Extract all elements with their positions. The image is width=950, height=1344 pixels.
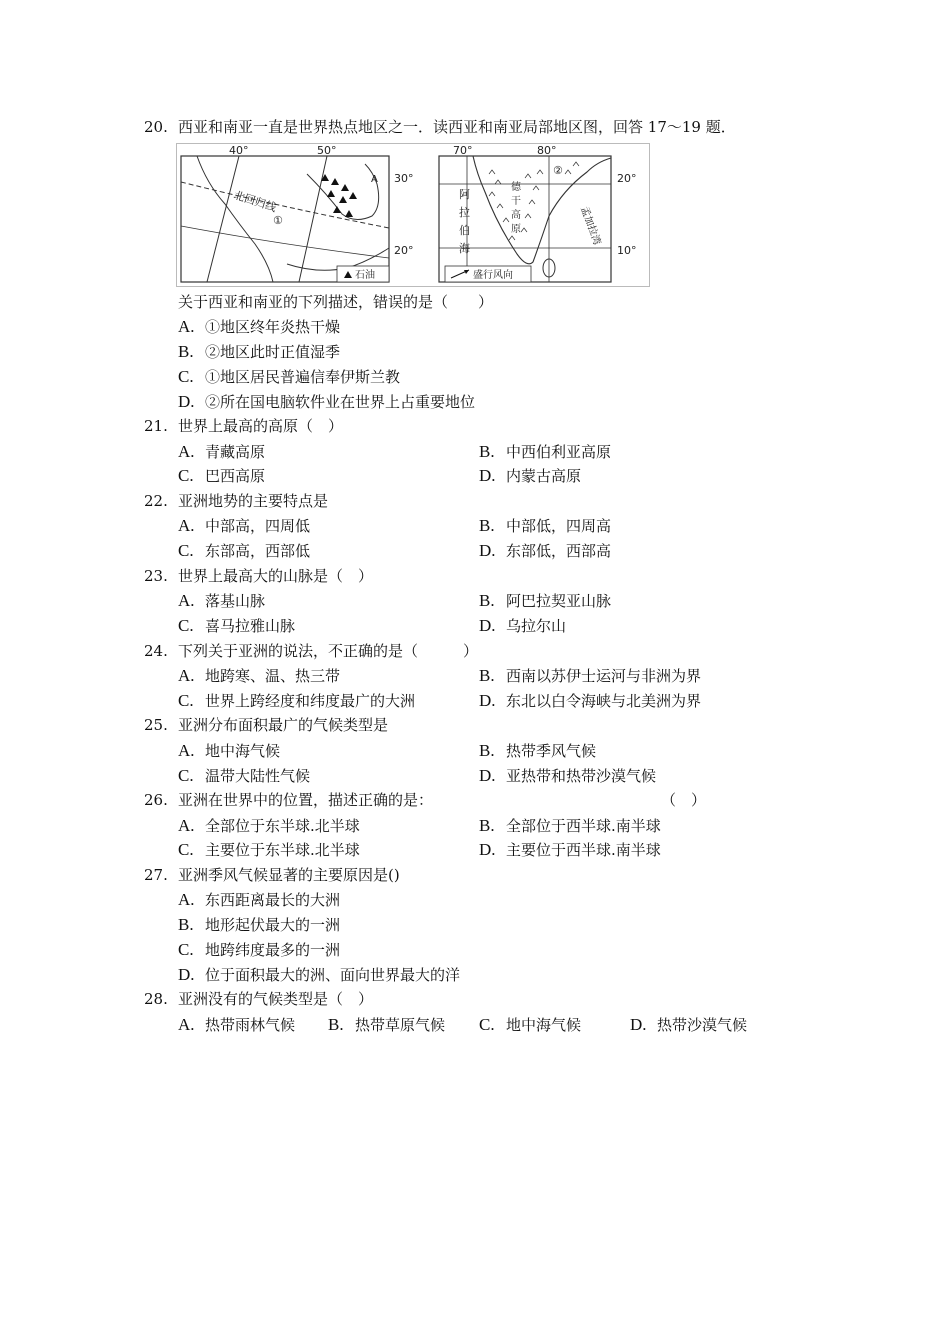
option-24d[interactable]: D. 东北以白令海峡与北美洲为界 (479, 691, 702, 710)
lat-10-label-right: 10° (617, 244, 637, 257)
region-1-label: ① (273, 214, 283, 227)
option-20d[interactable]: D. ②所在国电脑软件业在世界上占重要地位 (178, 392, 476, 411)
option-22d[interactable]: D. 东部低，西部高 (479, 541, 612, 560)
option-26b[interactable]: B. 全部位于西半球.南半球 (479, 816, 661, 835)
option-25d[interactable]: D. 亚热带和热带沙漠气候 (479, 766, 657, 785)
option-21b[interactable]: B. 中西伯利亚高原 (479, 442, 612, 461)
answer-blank-26: （ ） (661, 791, 707, 809)
option-20a[interactable]: A. ①地区终年炎热干燥 (178, 317, 341, 336)
lat-20-label: 20° (394, 244, 414, 257)
lon-40-label: 40° (229, 144, 249, 157)
option-23b[interactable]: B. 阿巴拉契亚山脉 (479, 591, 612, 610)
question-stem: 西亚和南亚一直是世界热点地区之一．读西亚和南亚局部地区图，回答 17～19 题． (178, 118, 736, 136)
option-22c[interactable]: C. 东部高，西部低 (178, 541, 311, 560)
question-20-sub: 关于西亚和南亚的下列描述，错误的是（ ） (178, 293, 494, 311)
plateau-c1: 德 (511, 182, 521, 193)
option-28c[interactable]: C. 地中海气候 (479, 1015, 582, 1034)
option-24c[interactable]: C. 世界上跨经度和纬度最广的大洲 (178, 691, 416, 710)
option-22a[interactable]: A. 中部高，四周低 (178, 516, 311, 535)
option-23c[interactable]: C. 喜马拉雅山脉 (178, 616, 296, 635)
question-26: 26. 亚洲在世界中的位置，描述正确的是： (144, 791, 434, 809)
question-24: 24. 下列关于亚洲的说法，不正确的是（ ） (144, 642, 479, 660)
option-26a[interactable]: A. 全部位于东半球.北半球 (178, 816, 360, 835)
question-number: 20. (144, 118, 168, 136)
question-21: 21. 世界上最高的高原（ ） (144, 417, 344, 435)
option-25a[interactable]: A. 地中海气候 (178, 741, 281, 760)
point-a-label: A (371, 174, 378, 185)
plateau-c2: 干 (511, 196, 521, 207)
lon-50-label: 50° (317, 144, 337, 157)
question-20 (144, 116, 864, 138)
option-25c[interactable]: C. 温带大陆性气候 (178, 766, 311, 785)
option-20c[interactable]: C. ①地区居民普遍信奉伊斯兰教 (178, 367, 401, 386)
option-27b[interactable]: B. 地形起伏最大的一洲 (178, 915, 341, 934)
option-27c[interactable]: C. 地跨纬度最多的一洲 (178, 940, 341, 959)
south-asia-panel (439, 144, 637, 282)
option-24a[interactable]: A. 地跨寒、温、热三带 (178, 666, 341, 685)
option-27d[interactable]: D. 位于面积最大的洲、面向世界最大的洋 (178, 965, 461, 984)
option-24b[interactable]: B. 西南以苏伊士运河与非洲为界 (479, 666, 702, 685)
option-27a[interactable]: A. 东西距离最长的大洲 (178, 890, 341, 909)
bay-label: 孟加拉湾 (578, 205, 603, 247)
lon-70-label: 70° (453, 144, 473, 157)
plateau-c3: 高 (511, 210, 521, 221)
tropic-label: 北回归线 (232, 188, 278, 215)
mountain-marks (489, 162, 579, 240)
sea-left-c4: 海 (459, 242, 470, 255)
lon-80-label: 80° (537, 144, 557, 157)
west-south-asia-map (177, 144, 649, 286)
wind-legend-label: 盛行风向 (473, 270, 513, 281)
option-28d[interactable]: D. 热带沙漠气候 (630, 1015, 748, 1034)
option-28b[interactable]: B. 热带草原气候 (328, 1015, 446, 1034)
question-22: 22. 亚洲地势的主要特点是 (144, 492, 329, 510)
sea-left-c3: 伯 (459, 224, 470, 237)
plateau-c4: 原 (511, 224, 521, 235)
oil-legend-label: 石油 (355, 270, 375, 281)
option-21c[interactable]: C. 巴西高原 (178, 466, 266, 485)
sea-left-c1: 阿 (459, 188, 470, 201)
option-20b[interactable]: B. ②地区此时正值湿季 (178, 342, 341, 361)
question-28: 28. 亚洲没有的气候类型是（ ） (144, 990, 374, 1008)
option-21a[interactable]: A. 青藏高原 (178, 442, 266, 461)
region-map (176, 143, 650, 287)
lat-30-label: 30° (394, 172, 414, 185)
option-26c[interactable]: C. 主要位于东半球.北半球 (178, 840, 360, 859)
lat-20-label-right: 20° (617, 172, 637, 185)
option-25b[interactable]: B. 热带季风气候 (479, 741, 597, 760)
option-22b[interactable]: B. 中部低，四周高 (479, 516, 612, 535)
option-23a[interactable]: A. 落基山脉 (178, 591, 266, 610)
question-23: 23. 世界上最高大的山脉是（ ） (144, 567, 374, 585)
option-21d[interactable]: D. 内蒙古高原 (479, 466, 582, 485)
option-26d[interactable]: D. 主要位于西半球.南半球 (479, 840, 661, 859)
question-27: 27. 亚洲季风气候显著的主要原因是() (144, 866, 400, 884)
sea-left-c2: 拉 (459, 206, 470, 219)
region-2-label: ② (553, 164, 563, 177)
question-25: 25. 亚洲分布面积最广的气候类型是 (144, 716, 389, 734)
option-28a[interactable]: A. 热带雨林气候 (178, 1015, 296, 1034)
option-23d[interactable]: D. 乌拉尔山 (479, 616, 567, 635)
west-asia-panel (181, 144, 414, 282)
